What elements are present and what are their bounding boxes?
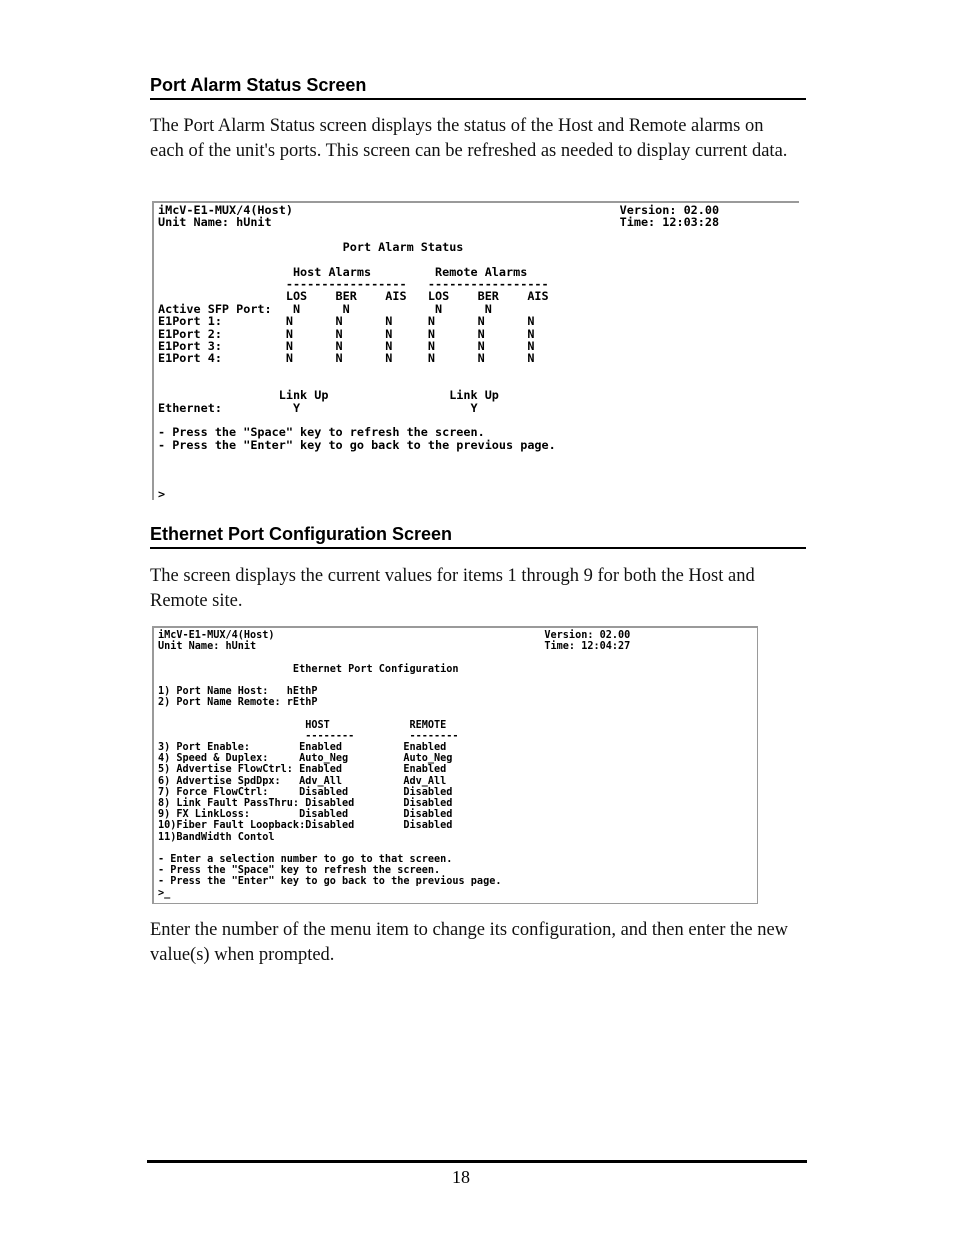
terminal-line: iMcV-E1-MUX/4(Host) Version: 02.00 [158,203,720,217]
footer-rule [147,1160,807,1163]
terminal-line: - Press the "Space" key to refresh the screen. [158,425,485,440]
terminal-line: 5) Advertise FlowCtrl: Enabled Enabled [158,764,447,776]
terminal-line: Ethernet Port Configuration [158,663,459,675]
terminal-line: ----------------- ----------------- [158,277,549,292]
section-heading-port-alarm-status: Port Alarm Status Screen [150,74,806,100]
terminal-line: 8) Link Fault PassThru: Disabled Disabled [158,798,453,809]
terminal-line: >_ [158,887,171,899]
terminal-line: 4) Speed & Duplex: Auto_Neg Auto_Neg [158,753,453,765]
terminal-line: LOS BER AIS LOS BER AIS [158,289,549,304]
terminal-line: E1Port 2: N N N N N N [158,326,535,341]
terminal-line: Link Up Link Up [158,388,499,403]
terminal-line: 10)Fiber Fault Loopback:Disabled Disabled [158,820,453,832]
terminal-line: 2) Port Name Remote: rEthP [158,697,318,709]
terminal-line: E1Port 4: N N N N N N [158,351,535,366]
terminal-line: iMcV-E1-MUX/4(Host) Version: 02.00 [158,630,631,641]
port-alarm-status-terminal-screenshot [152,201,799,500]
section-heading-ethernet-port-config: Ethernet Port Configuration Screen [150,523,806,549]
terminal-line: 9) FX LinkLoss: Disabled Disabled [158,809,453,821]
ethernet-config-description: The screen displays the current values for items 1 through 9 for both the Host and Remote site. [150,566,755,611]
ethernet-port-config-terminal-screenshot [152,626,758,904]
terminal-line: Port Alarm Status [158,240,464,255]
terminal-line: HOST REMOTE [158,719,447,731]
terminal-line: Host Alarms Remote Alarms [158,264,528,279]
terminal-line: 11)BandWidth Contol [158,831,275,843]
terminal-line: - Press the "Enter" key to go back to the previous page. [158,876,502,888]
page-number: 18 [452,1167,470,1187]
terminal-line: 6) Advertise SpdDpx: Adv_All Adv_All [158,775,447,787]
terminal-line: E1Port 1: N N N N N N [158,314,535,329]
terminal-line: 1) Port Name Host: hEthP [158,686,318,697]
terminal-line: 7) Force FlowCtrl: Disabled Disabled [158,786,453,798]
terminal-line: 3) Port Enable: Enabled Enabled [158,742,447,753]
terminal-line: -------- -------- [158,730,459,742]
terminal-line: Unit Name: hUnit Time: 12:04:27 [158,641,631,653]
terminal-line: - Press the "Enter" key to go back to the previous page. [158,437,556,452]
terminal-line: Unit Name: hUnit Time: 12:03:28 [158,215,720,230]
terminal-line: - Enter a selection number to go to that screen. [158,854,453,865]
terminal-line: Active SFP Port: N N N N [158,301,492,316]
port-alarm-description: The Port Alarm Status screen displays the status of the Host and Remote alarms on each of the unit's ports. This screen can be refreshed as needed to display current data. [150,116,788,161]
terminal-line: > [158,487,166,500]
terminal-line: E1Port 3: N N N N N N [158,338,535,353]
terminal-line: - Press the "Space" key to refresh the screen. [158,865,441,877]
closing-instructions: Enter the number of the menu item to change its configuration, and then enter the new value(s) when prompted. [150,920,789,965]
terminal-line: Ethernet: Y Y [158,400,478,415]
